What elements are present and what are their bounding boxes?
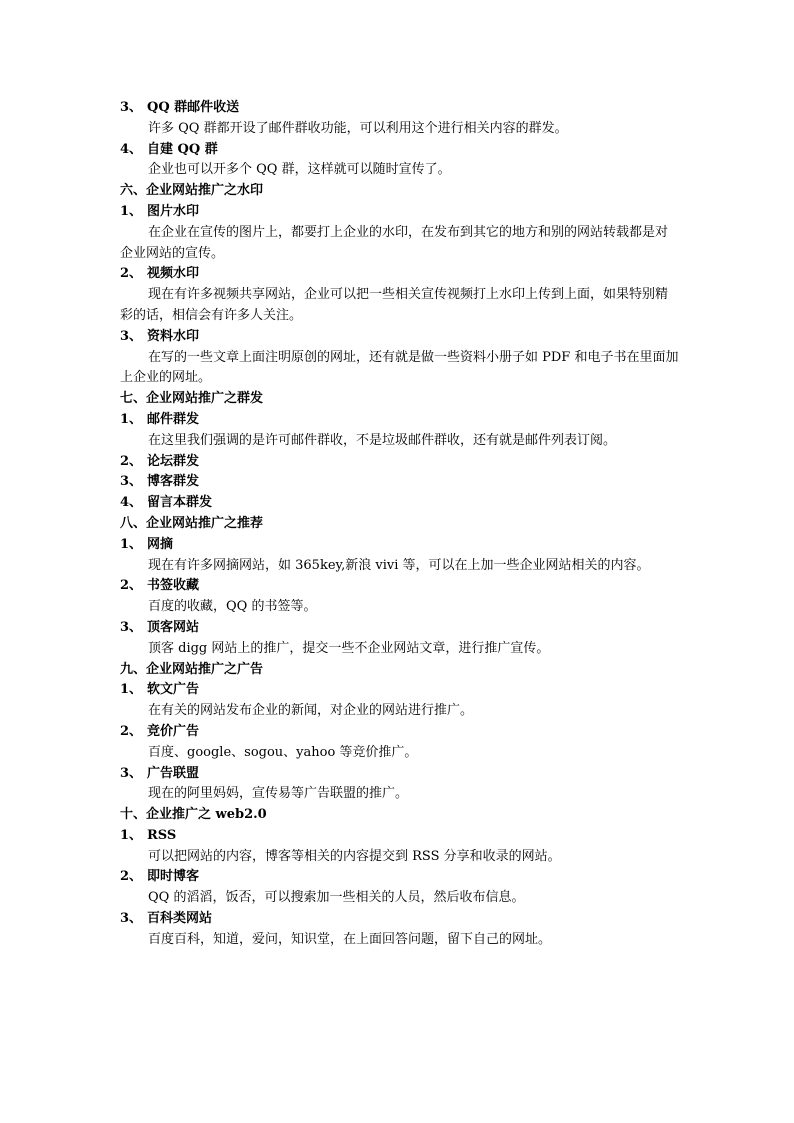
sub-heading — [120, 764, 680, 785]
paragraph: 在这里我们强调的是许可邮件群收，不是垃圾邮件群收，还有就是邮件列表订阅。 — [148, 432, 617, 448]
paragraph: 现在有许多网摘网站，如 365key,新浪 vivi 等，可以在上加一些企业网站相关的内容。 — [148, 557, 650, 573]
sub-heading-text: 网摘 — [147, 536, 174, 552]
sub-heading — [120, 98, 680, 119]
paragraph: 企业也可以开多个 QQ 群，这样就可以随时宣传了。 — [148, 162, 451, 178]
sub-heading-number: 4、 — [120, 495, 143, 511]
section-heading: 八、企业网站推广之推荐 — [120, 515, 264, 531]
sub-heading — [120, 327, 680, 348]
sub-heading — [120, 472, 680, 493]
sub-heading — [120, 535, 680, 556]
sub-heading — [120, 826, 680, 847]
sub-heading-number: 3、 — [120, 328, 143, 344]
paragraph: 百度、google、sogou、yahoo 等竞价推广。 — [148, 744, 418, 760]
sub-heading-text: 视频水印 — [147, 266, 200, 282]
sub-heading-number: 2、 — [120, 578, 143, 594]
sub-heading-text: 百科类网站 — [147, 911, 213, 927]
section-heading: 七、企业网站推广之群发 — [120, 391, 264, 407]
sub-heading-number: 3、 — [120, 100, 143, 115]
sub-heading-text: 邮件群发 — [147, 411, 200, 427]
sub-heading — [120, 680, 680, 701]
sub-heading-text: 留言本群发 — [147, 495, 213, 511]
sub-heading-text: 论坛群发 — [147, 453, 200, 469]
sub-heading — [120, 264, 680, 285]
sub-heading-text: 顶客网站 — [147, 619, 200, 635]
sub-heading — [120, 140, 680, 161]
sub-heading-text: 广告联盟 — [147, 765, 200, 781]
sub-heading — [120, 722, 680, 743]
sub-heading-number: 3、 — [120, 765, 143, 781]
sub-heading — [120, 576, 680, 597]
paragraph: 在企业在宣传的图片上，都要打上企业的水印，在发布到其它的地方和别的网站转载都是对企业网站的宣传。 — [120, 224, 669, 261]
sub-heading — [120, 493, 680, 514]
sub-heading-number: 2、 — [120, 453, 143, 469]
sub-heading-number: 1、 — [120, 682, 143, 698]
sub-heading-text: 书签收藏 — [147, 578, 200, 594]
sub-heading — [120, 202, 680, 223]
sub-heading-number: 2、 — [120, 266, 143, 282]
paragraph: 百度百科，知道，爱问，知识堂，在上面回答问题，留下自己的网址。 — [148, 931, 552, 947]
paragraph: QQ 的滔滔，饭否，可以搜索加一些相关的人员，然后收布信息。 — [148, 890, 525, 906]
sub-heading-number: 3、 — [120, 474, 143, 490]
paragraph: 在有关的网站发布企业的新闻，对企业的网站进行推广。 — [148, 703, 474, 719]
sub-heading-text: RSS — [147, 827, 177, 843]
section-heading: 九、企业网站推广之广告 — [120, 661, 264, 677]
sub-heading — [120, 867, 680, 888]
sub-heading-number: 3、 — [120, 619, 143, 635]
sub-heading-number: 4、 — [120, 141, 143, 157]
sub-heading-number: 3、 — [120, 911, 143, 927]
paragraph: 可以把网站的内容，博客等相关的内容提交到 RSS 分享和收录的网站。 — [148, 848, 561, 864]
sub-heading — [120, 909, 680, 930]
paragraph: 百度的收藏，QQ 的书签等。 — [148, 599, 317, 615]
sub-heading-text: 即时博客 — [147, 869, 200, 885]
section-heading: 十、企业推广之 web2.0 — [120, 807, 267, 823]
sub-heading-text: 自建 QQ 群 — [147, 141, 218, 157]
paragraph: 现在有许多视频共享网站，企业可以把一些相关宣传视频打上水印上传到上面，如果特别精彩的话，相信会有许多人关注。 — [120, 287, 669, 323]
document-page — [120, 98, 680, 951]
paragraph: 在写的一些文章上面注明原创的网址，还有就是做一些资料小册子如 PDF 和电子书在里面加上企业的网址。 — [120, 349, 679, 386]
sub-heading-number: 2、 — [120, 869, 143, 885]
sub-heading — [120, 618, 680, 639]
sub-heading-text: QQ 群邮件收送 — [147, 100, 240, 115]
sub-heading-number: 1、 — [120, 536, 143, 552]
section-heading: 六、企业网站推广之水印 — [120, 183, 264, 199]
sub-heading-text: 软文广告 — [147, 682, 200, 698]
sub-heading-number: 1、 — [120, 827, 143, 843]
sub-heading — [120, 452, 680, 473]
sub-heading-number: 1、 — [120, 411, 143, 427]
sub-heading-text: 资料水印 — [147, 328, 200, 344]
sub-heading — [120, 410, 680, 431]
paragraph: 现在的阿里妈妈，宣传易等广告联盟的推广。 — [148, 786, 409, 802]
sub-heading-number: 2、 — [120, 723, 143, 739]
sub-heading-number: 1、 — [120, 203, 143, 219]
paragraph: 顶客 digg 网站上的推广，提交一些不企业网站文章，进行推广宣传。 — [148, 640, 550, 656]
sub-heading-text: 博客群发 — [147, 474, 200, 490]
sub-heading-text: 图片水印 — [147, 203, 200, 219]
sub-heading-text: 竞价广告 — [147, 723, 200, 739]
paragraph: 许多 QQ 群都开设了邮件群收功能，可以利用这个进行相关内容的群发。 — [148, 120, 568, 136]
